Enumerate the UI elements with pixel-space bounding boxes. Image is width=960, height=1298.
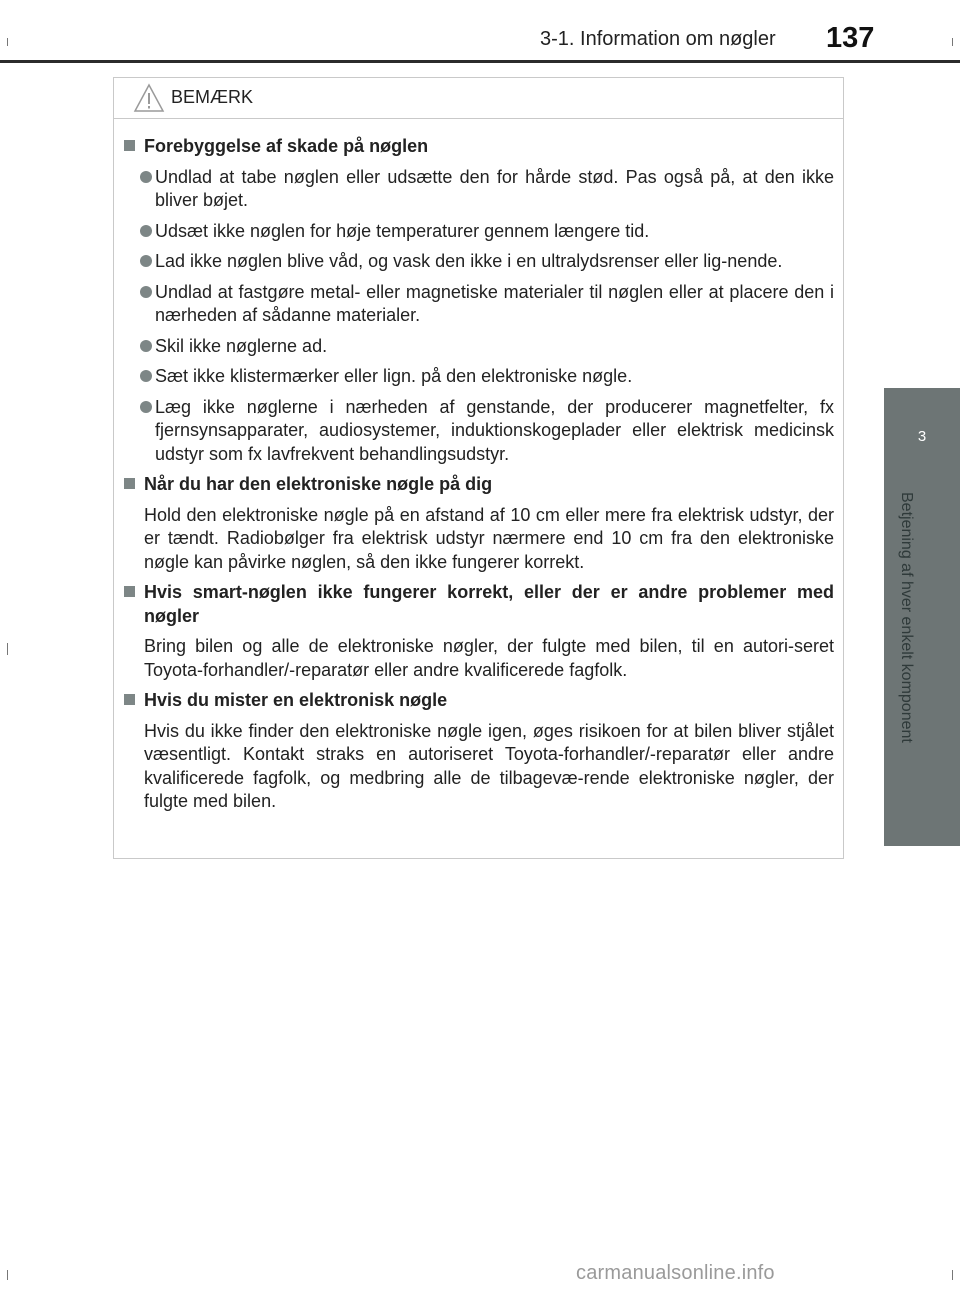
paragraph: Bring bilen og alle de elektroniske nøgler, der fulgte med bilen, til en autori-seret Toyota-forhandler/-reparatør eller andre kvalificerede fagfolk. — [144, 636, 834, 680]
paragraph: Hvis du ikke finder den elektroniske nøgle igen, øges risikoen for at bilen bliver stjålet væsentligt. Kontakt straks en autoriseret Toyota-forhandler/-reparatør eller andre kvalificerede fagfolk, og medbring alle de tilbagevæ-rende elektroniske nøgler, der fulgte med bilen. — [144, 720, 834, 811]
chapter-tab — [884, 388, 960, 846]
section-heading: Forebyggelse af skade på nøglen — [123, 135, 834, 159]
round-bullet-icon — [140, 225, 152, 237]
header-rule — [0, 60, 960, 63]
note-title: BEMÆRK — [171, 87, 254, 107]
warning-triangle-icon — [133, 83, 165, 113]
crop-mark — [952, 1270, 953, 1280]
list-item: Udsæt ikke nøglen for høje temperaturer gennem længere tid. — [123, 220, 834, 244]
list-item: Undlad at tabe nøglen eller udsætte den for hårde stød. Pas også på, at den ikke bliver bøjet. — [123, 166, 834, 213]
section-heading: Hvis du mister en elektronisk nøgle — [123, 689, 834, 713]
crop-mark — [7, 38, 8, 46]
crop-mark — [7, 643, 8, 655]
watermark: carmanualsonline.info — [576, 1262, 775, 1284]
section-heading: Hvis smart-nøglen ikke fungerer korrekt, eller der er andre problemer med nøgler — [123, 581, 834, 628]
section-title: 3-1. Information om nøgler — [540, 28, 776, 50]
round-bullet-icon — [140, 286, 152, 298]
crop-mark — [952, 38, 953, 46]
note-header — [114, 78, 843, 119]
list-item: Undlad at fastgøre metal- eller magnetiske materialer til nøglen eller at placere den i nærheden af sådanne materialer. — [123, 281, 834, 328]
paragraph: Hold den elektroniske nøgle på en afstand af 10 cm eller mere fra elektrisk udstyr, der er tændt. Radiobølger fra elektrisk udstyr nærmere end 10 cm fra den elektroniske nøgle kan påvirke nøglen, så den ikke fungerer korrekt. — [144, 504, 834, 572]
crop-mark — [7, 1270, 8, 1280]
square-bullet-icon — [124, 140, 135, 151]
square-bullet-icon — [124, 694, 135, 705]
round-bullet-icon — [140, 340, 152, 352]
chapter-label: Betjening af hver enkelt komponent — [898, 492, 915, 743]
square-bullet-icon — [124, 478, 135, 489]
list-item: Skil ikke nøglerne ad. — [123, 335, 834, 359]
list-item: Læg ikke nøglerne i nærheden af genstande, der producerer magnetfelter, fx fjernsynsapparater, audiosystemer, induktionskogeplader eller elektrisk medicinsk udstyr som fx lavfrekvent behandlingsudstyr. — [123, 396, 834, 467]
section-heading: Når du har den elektroniske nøgle på dig — [123, 473, 834, 497]
round-bullet-icon — [140, 255, 152, 267]
note-body — [114, 119, 843, 814]
round-bullet-icon — [140, 401, 152, 413]
chapter-number: 3 — [917, 428, 927, 445]
round-bullet-icon — [140, 171, 152, 183]
page-number: 137 — [826, 22, 875, 54]
note-box — [113, 77, 844, 859]
square-bullet-icon — [124, 586, 135, 597]
round-bullet-icon — [140, 370, 152, 382]
list-item: Lad ikke nøglen blive våd, og vask den ikke i en ultralydsrenser eller lig-nende. — [123, 250, 834, 274]
list-item: Sæt ikke klistermærker eller lign. på den elektroniske nøgle. — [123, 365, 834, 389]
